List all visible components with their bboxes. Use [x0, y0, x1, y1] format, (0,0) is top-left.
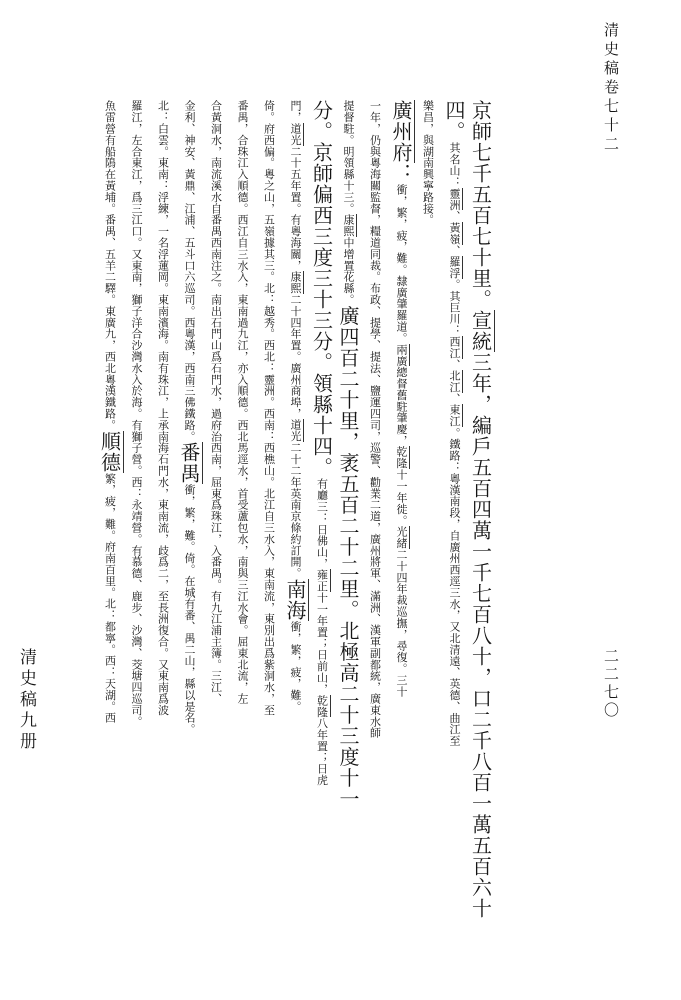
annotation-run: 繁，疲，難。府南百里。北：都寧。西：天湖。西 [103, 472, 117, 724]
text-column [441, 100, 468, 980]
text-column [96, 100, 123, 980]
proper-noun-run: 番禺 [177, 442, 201, 484]
annotation-run: 中增置花縣。 [342, 236, 355, 306]
annotation-run: 二十四年裁巡撫，尋復。三十 [395, 548, 408, 698]
text-column [388, 100, 415, 980]
annotation-run: 。其巨川： [448, 278, 461, 336]
text-frame [96, 100, 592, 980]
annotation-run: 其名山： [448, 142, 461, 188]
text-column [255, 100, 282, 980]
annotation-run: 衝，繁，疲，難。隸廣肇羅道。 [395, 184, 408, 344]
annotation-run: 倚。府西偏。粵之山，五嶺據其三。北：越秀。西北：靈洲。西南：西樵山。北江自三水入，東南流，東別出爲紫洞水，至 [262, 100, 276, 716]
annotation-run: 二十二年英南京條約訂開。 [289, 442, 302, 579]
text-column [335, 100, 362, 980]
main-text-run: ： [389, 163, 413, 184]
proper-noun-run: 東江 [448, 404, 461, 428]
annotation-run: 總督舊駐肇慶， [395, 366, 408, 447]
main-text-run: 京師七千五百七十里。 [468, 100, 493, 310]
proper-noun-run: 羅浮 [448, 256, 461, 279]
proper-noun-run: 西江 [448, 335, 461, 359]
main-text-run: 三年，編戶五百四萬一千七百八十，口二千八百一萬五百六十 [468, 352, 493, 919]
text-column [414, 100, 441, 980]
text-column [282, 100, 309, 980]
text-column [149, 100, 176, 980]
proper-noun-run: 光緒 [395, 526, 408, 549]
proper-noun-run: 康熙 [289, 271, 302, 294]
annotation-run: 十一年置；日前山， [315, 592, 329, 695]
annotation-run: 衝，繁，難。倚。在城有番、禺二山，縣以是名。 [183, 484, 196, 735]
annotation-run: 八年置；日虎 [315, 717, 329, 786]
annotation-run: 。鐵路：粵漢南段，自廣州西逕三水，又北清遠、英德、曲江至 [448, 427, 461, 747]
proper-noun-run: 北江 [448, 370, 461, 393]
volume-footer: 清史稿九册 [16, 648, 36, 753]
page-number: 二二七〇 [602, 648, 620, 720]
annotation-run: 羅江，左合東江，爲三江口。又東南，獅子洋合沙灣水入於海。有獅子營。西：永靖營。有慕德、鹿步、沙灣、茭塘四巡司。 [130, 100, 143, 727]
annotation-run: 有廳三：日佛山， [315, 478, 329, 570]
proper-noun-run: 道光 [289, 419, 302, 443]
annotation-run: 二十五年置。有粵海關， [289, 145, 302, 272]
annotation-run: 、 [448, 358, 461, 371]
text-column [308, 100, 335, 980]
proper-noun-run: 雍正 [315, 569, 329, 593]
annotation-run: 、 [448, 244, 461, 257]
annotation-run: 二十四年置。廣州商埠， [289, 293, 302, 420]
annotation-run: 、 [448, 210, 461, 222]
main-text-run: 分。京師偏西三度三十三分。領縣十四。 [309, 100, 334, 478]
proper-noun-run: 乾隆 [395, 446, 408, 470]
annotation-run: 樂昌，與湖南興寧路接。 [421, 100, 435, 226]
text-column [361, 100, 388, 980]
main-text-run: 四。 [442, 100, 466, 142]
proper-noun-run: 廣州府 [389, 100, 413, 163]
main-text [96, 100, 493, 980]
annotation-run: 門， [289, 100, 302, 123]
annotation-run: 金利、神安、黃鼎、江浦、五斗口六巡司。西粵漢，西南三佛鐵路。 [183, 100, 196, 442]
annotation-run: 衝，繁，疲，難。 [289, 620, 302, 713]
proper-noun-run: 黃嶺 [448, 221, 461, 245]
main-text-run: 廣四百二十里，袤五百二十二里。北極高二十三度十一 [336, 305, 360, 810]
annotation-run: 合黃洞水，南流溪水自番禺西南注之。南出石門山爲石門水，過府治西南，屈東爲珠江，入番禺。有九江浦主簿。三江、 [209, 100, 223, 705]
annotation-run: 魚雷營有船隝在黃埔。番禺、五羊二驛。東廣九，西北粵漢鐵路。 [103, 100, 117, 431]
annotation-run: 提督駐。明領縣十三。 [342, 100, 355, 214]
text-column [229, 100, 256, 980]
proper-noun-run: 康熙 [342, 214, 355, 237]
running-header: 清史稿卷七十二 [602, 22, 620, 155]
proper-noun-run: 宣統 [468, 310, 493, 352]
text-column [176, 100, 203, 980]
proper-noun-run: 南海 [283, 578, 307, 621]
proper-noun-run: 靈洲 [448, 187, 461, 211]
annotation-run: 一年，仍與粵海關監督，糧道同裁。布政、提學、提法、鹽運四司，巡警、勸業二道，廣州將軍、滿洲、漢軍副都統，廣東水師 [368, 100, 382, 739]
text-column [202, 100, 229, 980]
annotation-run: 番禺，合珠江入順德。西江自三水入，東南過九江，亦入順德。西北馬逕水，首受蘆包水，南與三江水會。屈東北流，左 [236, 100, 249, 705]
text-column [467, 100, 493, 980]
annotation-run: 、 [448, 392, 461, 405]
annotation-run: 北：白雲。東南：浮練，一名浮蓮岡。東南濱海。南有珠江，上承南海石門水，東南流，歧爲二，至長洲復合。又東南爲波 [156, 100, 170, 716]
proper-noun-run: 順德 [97, 430, 122, 473]
proper-noun-run: 兩廣 [395, 343, 408, 367]
proper-noun-run: 道光 [289, 122, 302, 146]
proper-noun-run: 乾隆 [315, 694, 329, 718]
text-column [123, 100, 150, 980]
annotation-run: 十一年徙。 [395, 469, 408, 527]
